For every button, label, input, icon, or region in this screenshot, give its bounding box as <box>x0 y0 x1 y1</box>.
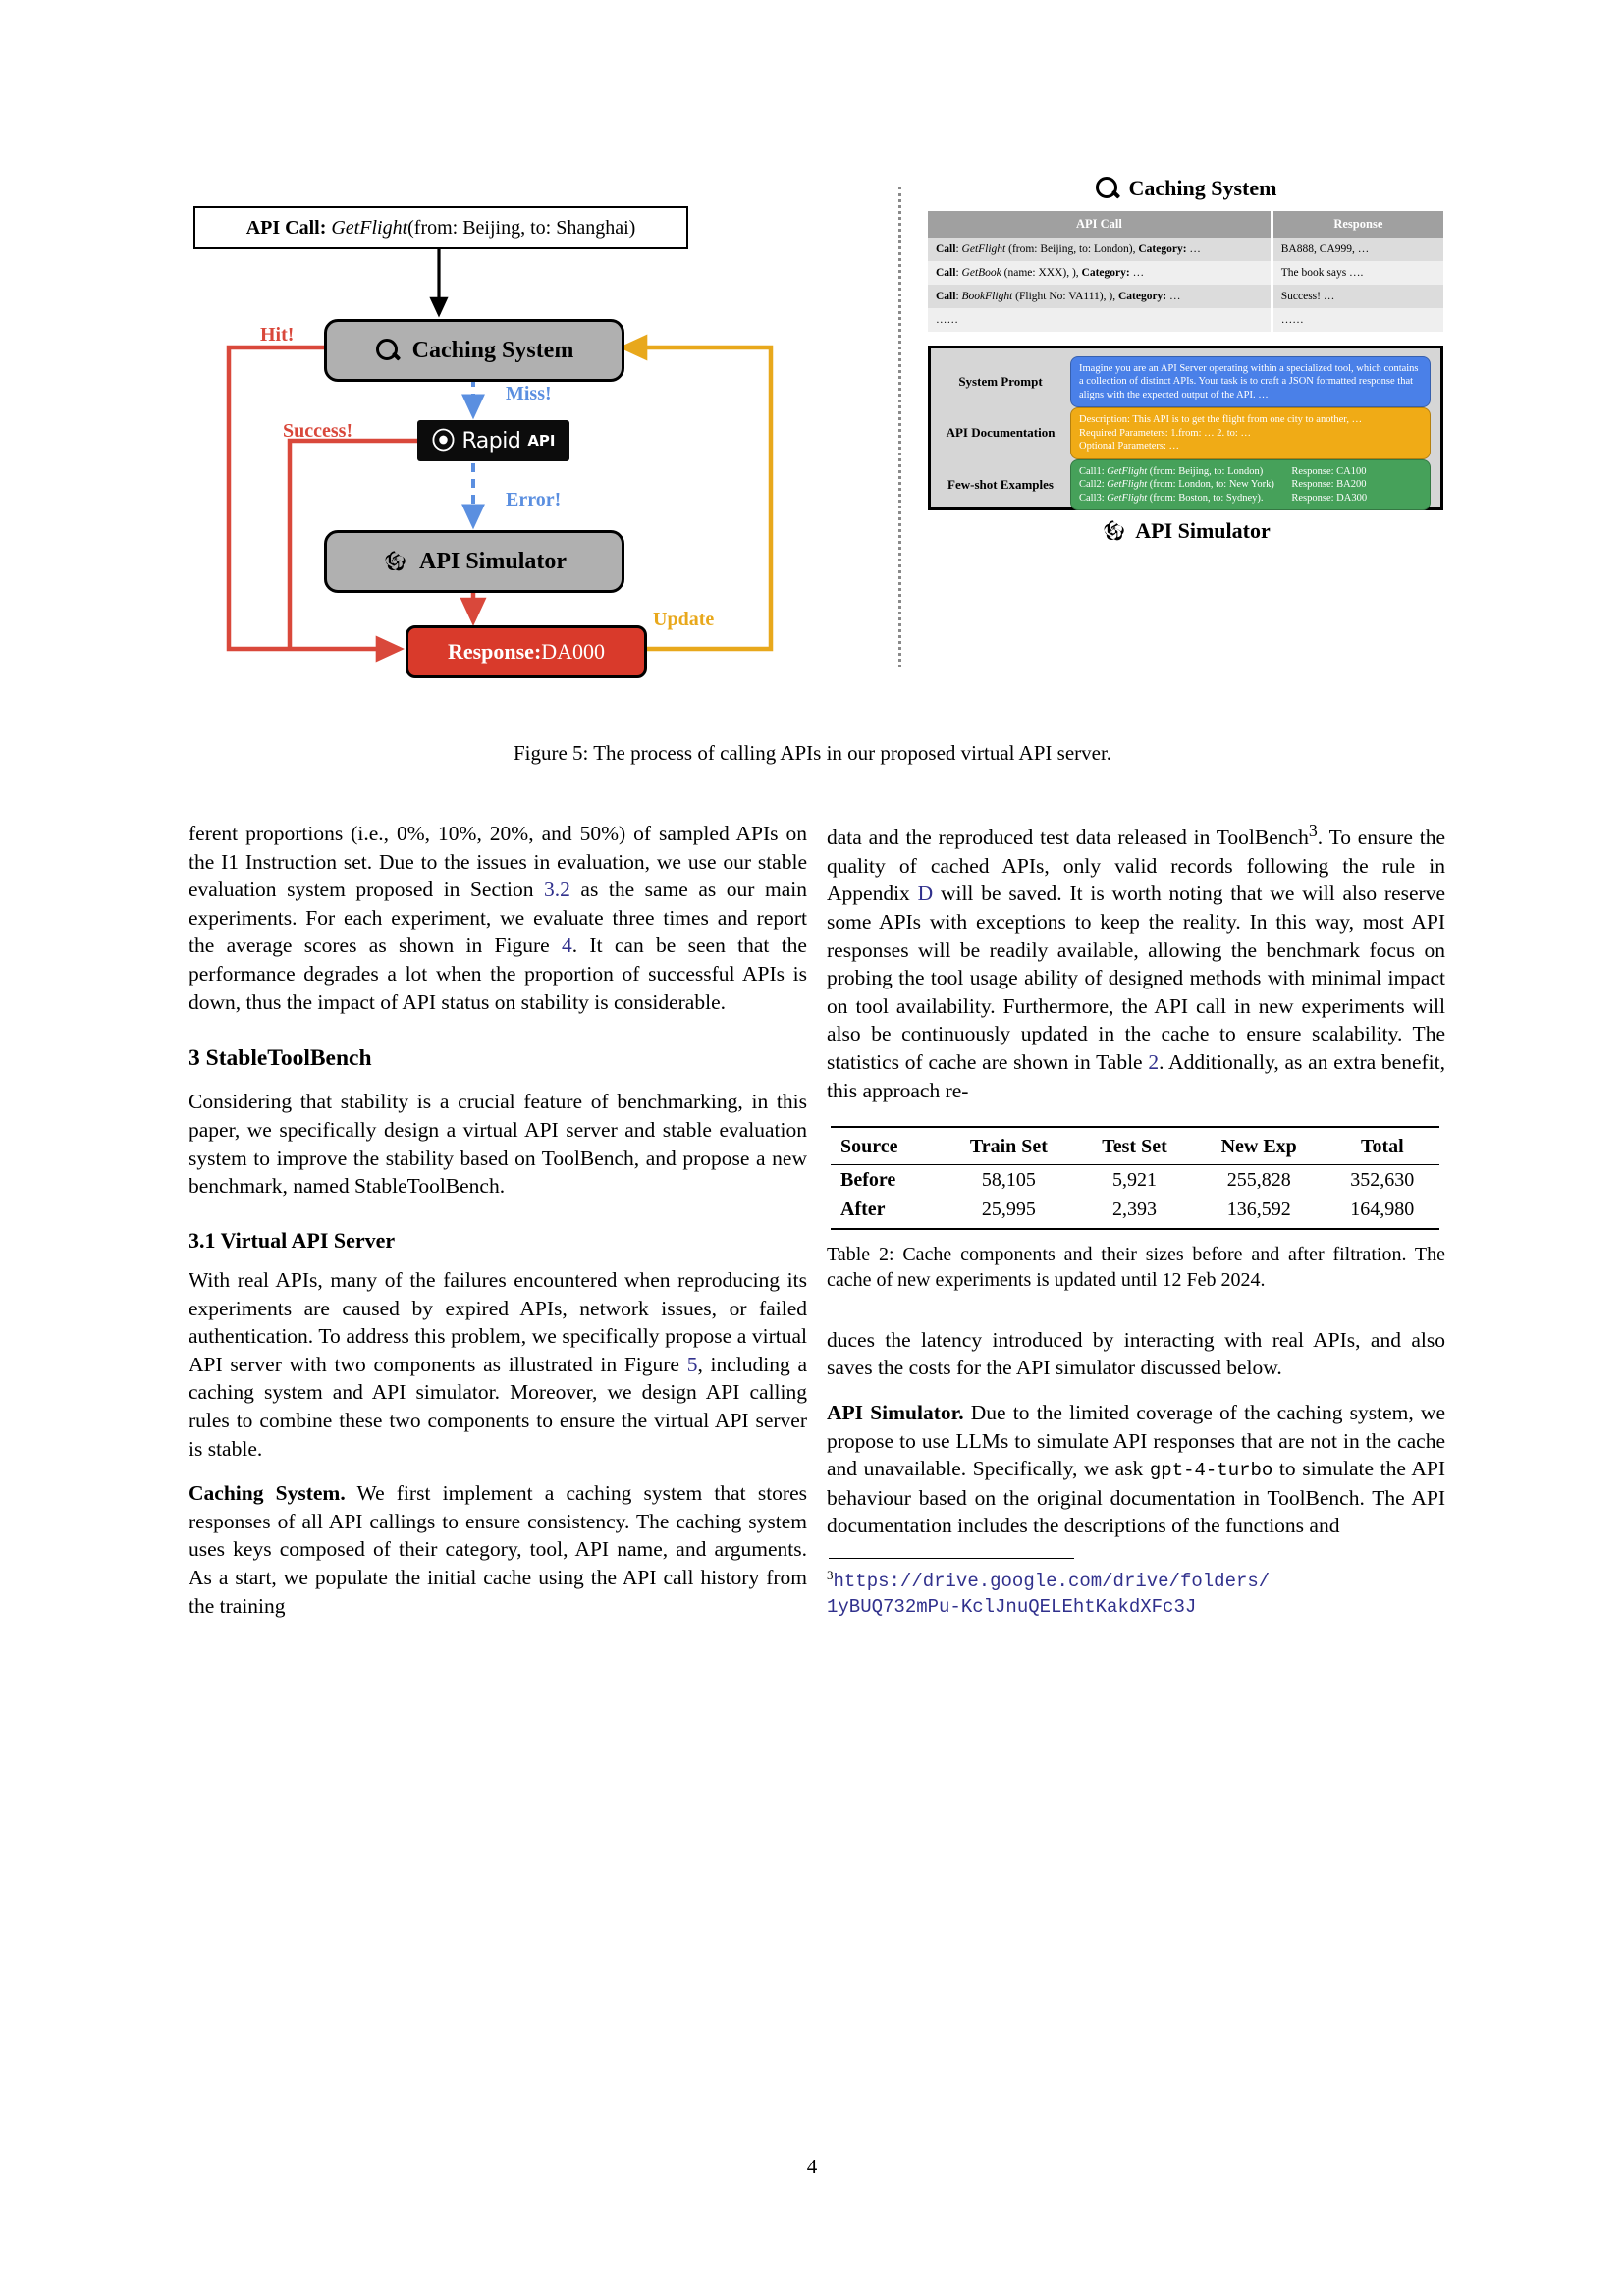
example-call: Call2: GetFlight (from: London, to: New York) <box>1079 479 1274 491</box>
t2-cell-total: 352,630 <box>1350 1168 1415 1191</box>
node-api-simulator-label: API Simulator <box>419 548 567 574</box>
paragraph: duces the latency introduced by interacting with real APIs, and also saves the costs for the API simulator discussed below. <box>827 1327 1445 1380</box>
example-response: Response: CA100 <box>1291 465 1367 477</box>
t2-col-test-set: Test Set <box>1076 1127 1193 1164</box>
footnote-link[interactable]: https://drive.google.com/drive/folders/ <box>833 1570 1271 1592</box>
t2-col-train-set: Train Set <box>942 1127 1077 1164</box>
cache-panel-title <box>928 172 1443 205</box>
section-heading-3-1: 3.1 Virtual API Server <box>189 1227 396 1253</box>
figure-5 <box>182 172 1443 692</box>
cache-col-response: Response <box>1272 211 1443 238</box>
sim-label-api-documentation: API Documentation <box>946 425 1056 441</box>
simulator-prompt-panel <box>928 346 1443 510</box>
table-row <box>928 238 1443 261</box>
cache-cell-call: Call: GetFlight (from: Beijing, to: London), Category: … <box>928 238 1272 261</box>
flow-diagram <box>182 172 889 672</box>
page-number: 4 <box>806 2155 818 2178</box>
t2-cell-train: 25,995 <box>942 1195 1077 1229</box>
paragraph-caching-system: Caching System. We first implement a caching system that stores responses of all API callings to ensure consistency. The caching system uses keys composed of their category, tool, API name, and arguments. As a start, we populate the initial cache using the API call history from the training <box>189 1481 807 1618</box>
footnote-number: 3 <box>827 1567 834 1582</box>
cache-cell-call: Call: BookFlight (Flight No: VA111), ), Category: … <box>928 285 1272 308</box>
body-column-left <box>189 820 807 1622</box>
footnote-marker[interactable]: 3 <box>1308 821 1318 840</box>
figure-caption: Figure 5: The process of calling APIs in our proposed virtual API server. <box>513 741 1112 765</box>
t2-cell-source: After <box>831 1195 942 1229</box>
t2-cell-source: Before <box>840 1168 896 1191</box>
footnote-divider <box>829 1558 1074 1559</box>
sim-label-few-shot-examples: Few-shot Examples <box>947 476 1054 492</box>
api-call-args: (from: Beijing, to: Shanghai) <box>407 216 636 239</box>
cache-cell-call: Call: GetBook (name: XXX), ), Category: … <box>928 261 1272 285</box>
example-line <box>1079 492 1422 505</box>
table-2-caption: Table 2: Cache components and their sizes before and after filtration. The cache of new experiments is updated until 12 Feb 2024. <box>827 1243 1445 1291</box>
paragraph-api-simulator: API Simulator. Due to the limited coverage of the caching system, we propose to use LLMs to simulate API responses that are not in the cache and unavailable. Specifically, we ask gpt-4-turbo to simulate the API behaviour based on the original documentation in ToolBench. The API documentation includes the descriptions of the functions and <box>827 1401 1445 1538</box>
t2-cell-test: 5,921 <box>1111 1168 1157 1191</box>
rapidapi-mark-icon: ⦿ <box>431 427 456 454</box>
t2-col-new-exp: New Exp <box>1193 1127 1326 1164</box>
sim-label-system-prompt: System Prompt <box>958 374 1043 390</box>
paragraph-lead: Caching System. <box>189 1481 346 1506</box>
edge-label-update: Update <box>653 609 715 630</box>
appendix-ref[interactable]: D <box>917 881 934 906</box>
example-response: Response: BA200 <box>1291 479 1367 491</box>
response-box <box>406 625 647 678</box>
table-row <box>831 1195 1439 1229</box>
cache-cell-response: …… <box>1272 308 1443 332</box>
cache-table <box>928 211 1443 332</box>
sim-row-few-shot-examples <box>939 459 1431 510</box>
table-row <box>928 285 1443 308</box>
example-call: Call3: GetFlight (from: Boston, to: Sydney). <box>1079 492 1264 504</box>
t2-col-total: Total <box>1326 1127 1439 1164</box>
figure-ref[interactable]: 5 <box>686 1352 698 1376</box>
table-ref[interactable]: 2 <box>1148 1049 1160 1074</box>
t2-cell-newexp: 255,828 <box>1226 1168 1291 1191</box>
api-call-box <box>193 206 688 249</box>
sim-bubble-api-documentation <box>1070 407 1431 458</box>
openai-logo-icon <box>382 549 407 574</box>
rapidapi-wordmark: Rapid <box>461 428 521 454</box>
doc-line: Description: This API is to get the flight from one city to another, … <box>1079 414 1363 426</box>
cache-panel-title-text: Caching System <box>1128 176 1277 200</box>
model-name: gpt-4-turbo <box>1149 1460 1273 1482</box>
table-row <box>928 308 1443 332</box>
footnote-link-cont[interactable]: 1yBUQ732mPu-KclJnuQELEhtKakdXFc3J <box>827 1596 1197 1619</box>
section-ref[interactable]: 3.2 <box>543 878 570 902</box>
example-response: Response: DA300 <box>1291 492 1368 504</box>
response-value: DA000 <box>541 639 606 664</box>
sim-bubble-system-prompt: Imagine you are an API Server operating within a specialized tool, which contains a collection of distinct APIs. Your task is to craft a JSON formatted response that aligns with the expected output of the API. … <box>1070 356 1431 407</box>
t2-cell-newexp: 136,592 <box>1193 1195 1326 1229</box>
cache-table-header-row <box>928 211 1443 238</box>
simulator-panel-title-text: API Simulator <box>1135 518 1271 543</box>
doc-line: Optional Parameters: … <box>1079 441 1180 453</box>
api-call-label: API Call: <box>245 216 327 239</box>
cache-col-api-call: API Call <box>928 211 1272 238</box>
cache-cell-response: The book says …. <box>1272 261 1443 285</box>
api-call-fn: GetFlight <box>331 216 408 239</box>
table-2 <box>831 1126 1439 1230</box>
t2-cell-train: 58,105 <box>981 1168 1036 1191</box>
paragraph: Considering that stability is a crucial feature of benchmarking, in this paper, we specifically design a virtual API server and stable evaluation system to improve the stability based on ToolBench, and propose a new benchmark, named StableToolBench. <box>189 1090 807 1199</box>
sim-row-system-prompt <box>939 356 1431 407</box>
paragraph: ferent proportions (i.e., 0%, 10%, 20%, and 50%) of sampled APIs on the I1 Instruction set. Due to the issues in evaluation, we use our stable evaluation system proposed in Section 3.2 as the same as our main experiments. For each experiment, we evaluate three times and report the average scores as shown in Figure 4. It can be seen that the performance degrades a lot when the proportion of successful APIs is down, thus the impact of API status on stability is considerable. <box>189 822 807 1014</box>
table-row <box>831 1164 1439 1195</box>
edge-label-error: Error! <box>506 489 562 510</box>
t2-cell-total: 164,980 <box>1326 1195 1439 1229</box>
openai-logo-icon <box>1101 518 1126 544</box>
paragraph: data and the reproduced test data released in ToolBench$^3$. To ensure the quality of cached APIs, only valid records following the rule in Appendix D will be saved. It is worth noting that we will also reserve some APIs with exceptions to keep the reality. In this way, most API responses will be readily available, allowing the benchmark focus on probing the tool usage ability of designed methods with minimal impact on tool availability. Furthermore, the API call in new experiments will also be continuously updated in the cache to ensure scalability. The statistics of cache are shown in Table 2. Additionally, as an extra benefit, this approach re- <box>827 821 1445 1102</box>
node-caching-system-label: Caching System <box>411 337 574 363</box>
node-api-simulator <box>324 530 624 593</box>
cache-cell-response: Success! … <box>1272 285 1443 308</box>
example-line <box>1079 465 1422 478</box>
sim-row-api-documentation <box>939 407 1431 458</box>
rapidapi-suffix: API <box>527 432 556 450</box>
example-line <box>1079 478 1422 491</box>
paragraph: With real APIs, many of the failures encountered when reproducing its experiments are caused by expired APIs, network issues, or failed authentication. To address this problem, we specifically propose a virtual API server with two components as illustrated in Figure 5, including a caching system and API simulator. Moreover, we design API calling rules to combine these two components to ensure the virtual API server is stable. <box>189 1268 807 1461</box>
magnifier-icon <box>375 338 401 363</box>
edge-label-hit: Hit! <box>260 324 295 346</box>
sim-bubble-few-shot-examples <box>1070 459 1431 510</box>
response-label: Response: <box>447 639 542 664</box>
figure-ref[interactable]: 4 <box>561 934 572 958</box>
figure-divider <box>898 187 901 667</box>
simulator-panel-title <box>928 514 1443 548</box>
t2-cell-test: 2,393 <box>1076 1195 1193 1229</box>
doc-line: Required Parameters: 1.from: … 2. to: … <box>1079 427 1251 439</box>
table-2-header-row <box>831 1127 1439 1164</box>
example-call: Call1: GetFlight (from: Beijing, to: London) <box>1079 465 1264 477</box>
edge-label-miss: Miss! <box>506 383 552 404</box>
edge-label-success: Success! <box>283 420 353 442</box>
cache-cell-call: …… <box>928 308 1272 332</box>
magnifier-icon <box>1095 176 1120 201</box>
t2-col-source: Source <box>831 1127 942 1164</box>
table-row <box>928 261 1443 285</box>
rapidapi-logo <box>417 420 569 461</box>
figure-right-panel <box>928 172 1443 672</box>
cache-cell-response: BA888, CA999, … <box>1272 238 1443 261</box>
paragraph-lead: API Simulator. <box>827 1401 964 1425</box>
section-heading-3: 3 StableToolBench <box>189 1045 372 1072</box>
footnote <box>827 1567 1445 1621</box>
node-caching-system <box>324 319 624 382</box>
body-column-right <box>827 820 1445 1619</box>
